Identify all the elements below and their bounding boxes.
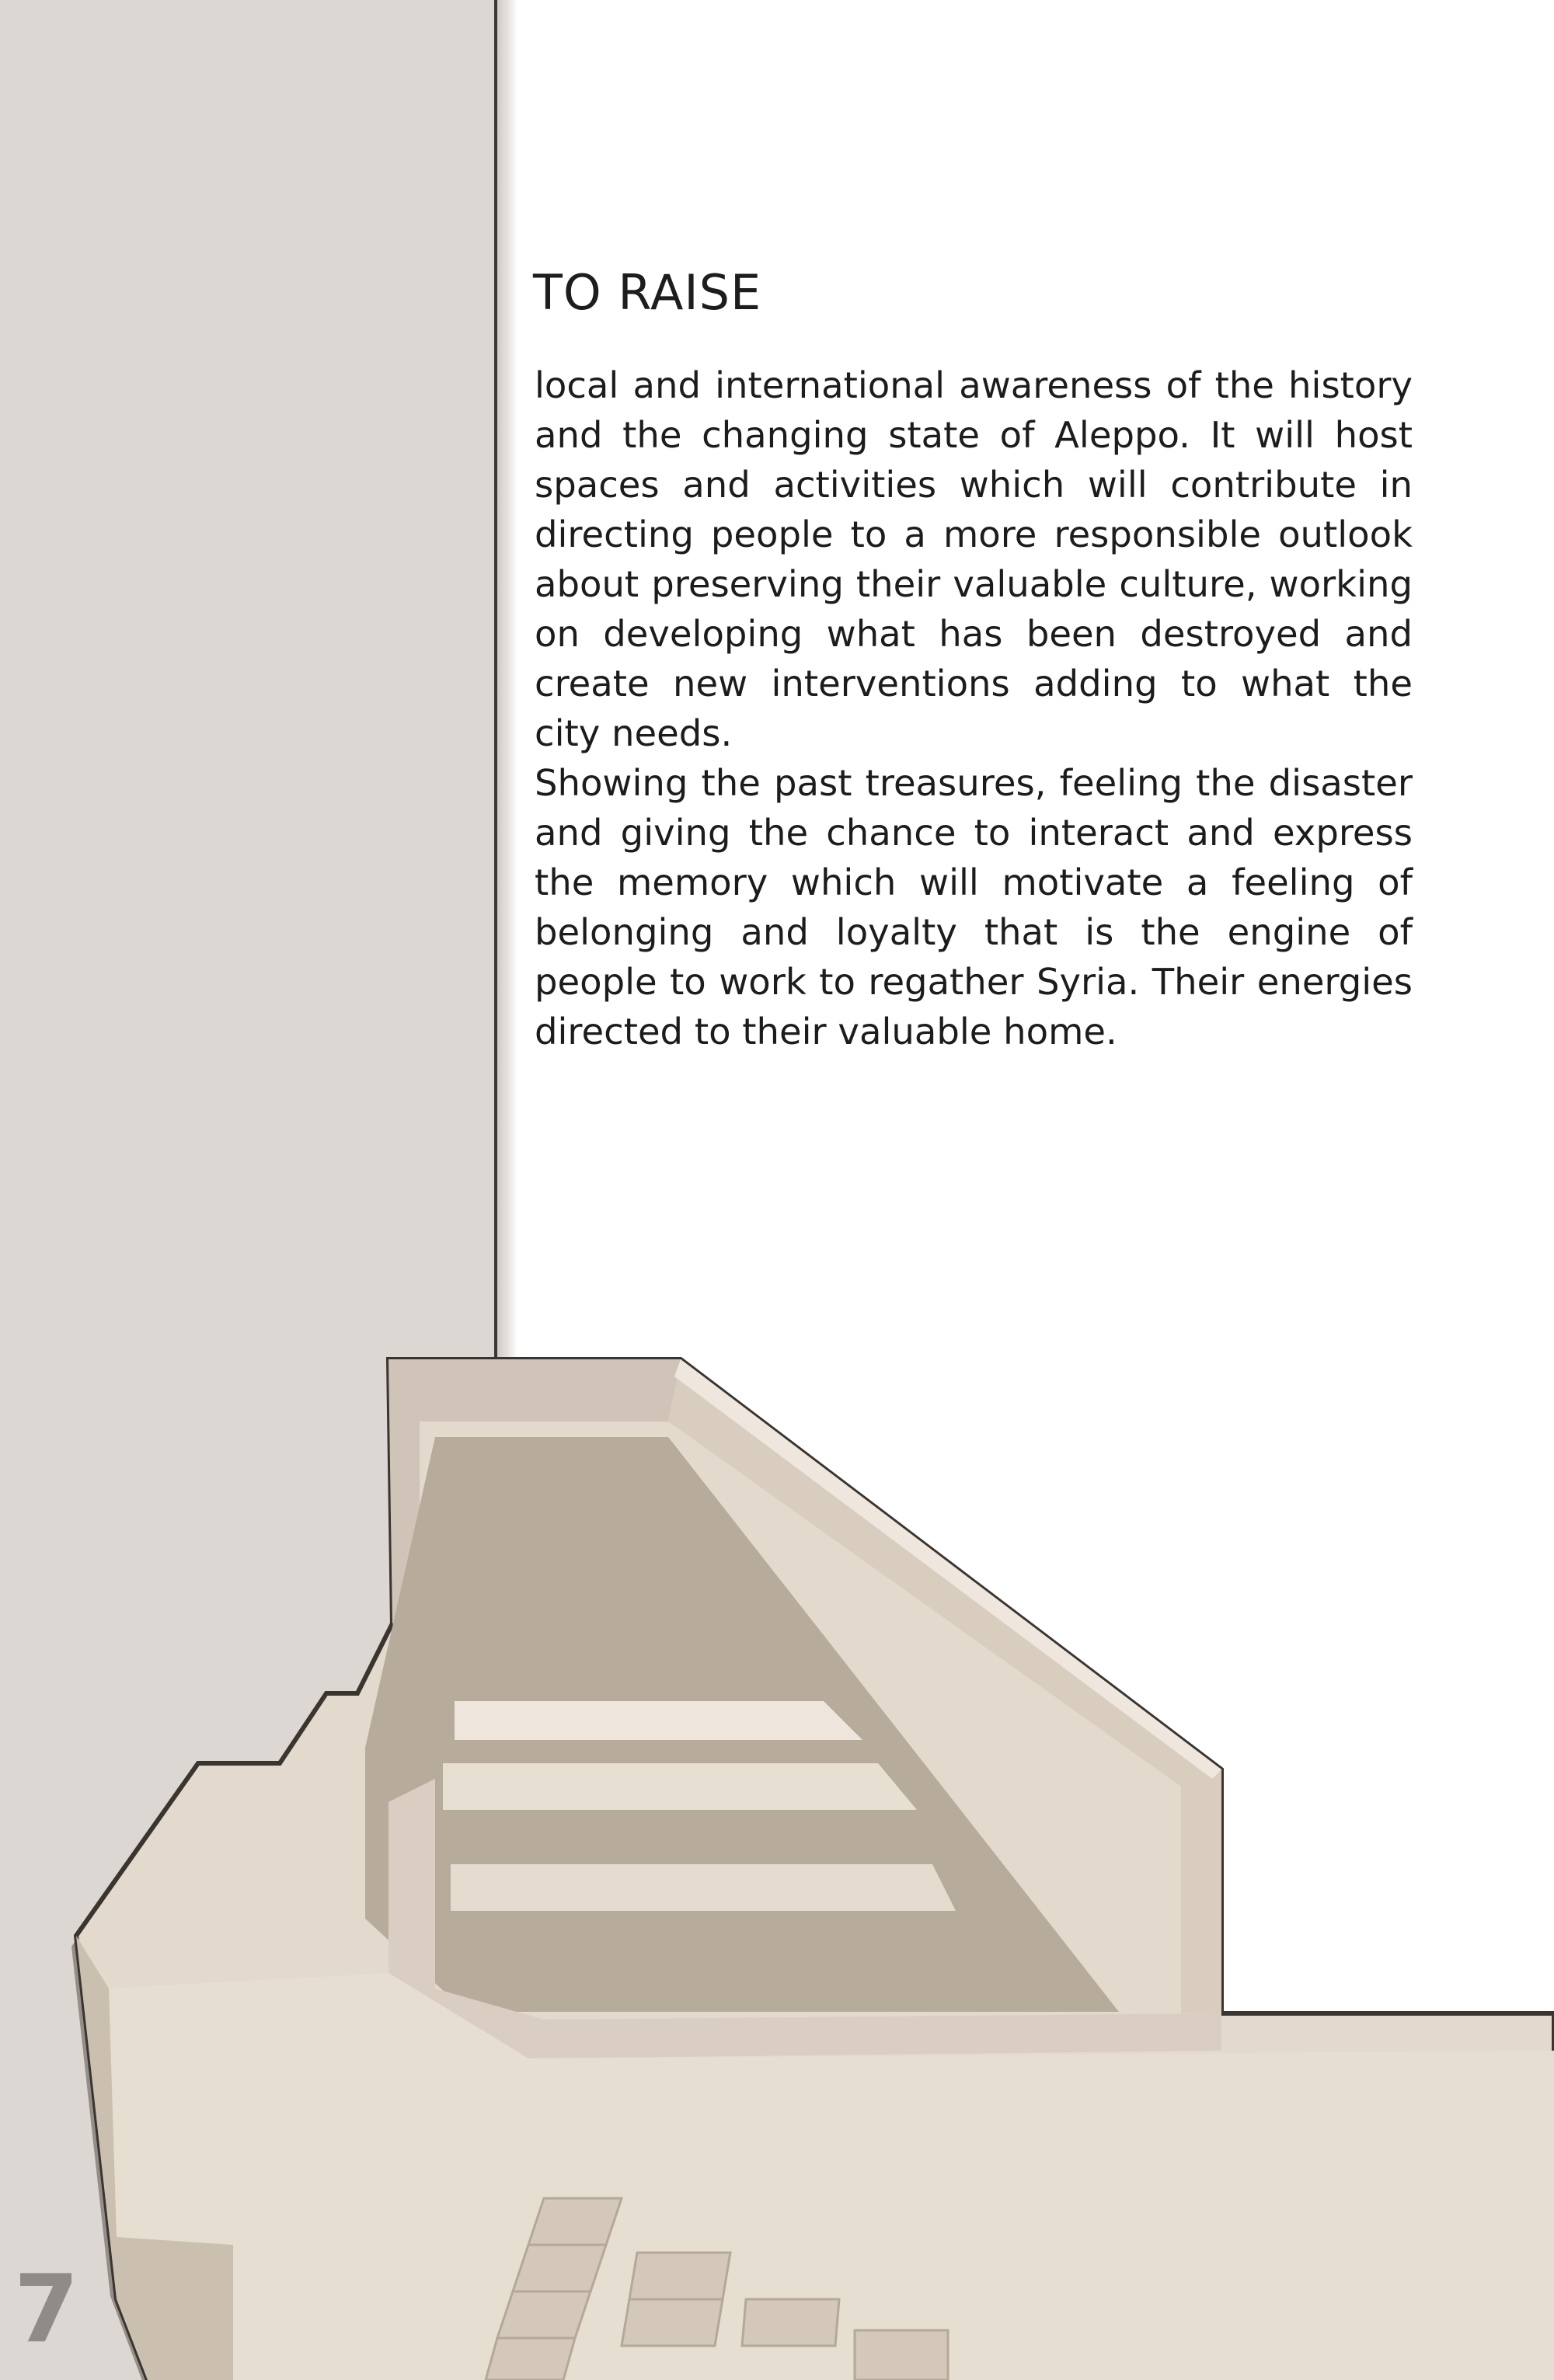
architectural-model-image <box>0 1320 1554 2380</box>
paragraph-1: local and international awareness of the history and the changing state of Aleppo. It will host spaces and activities which will contribute in directing people to a more responsible outlook about preserving their valuable culture, working on developing what has been destroyed and create new interventions adding to what the city needs. <box>535 364 1413 754</box>
model-slab-2 <box>443 1763 917 1810</box>
page-number: 7 <box>14 2256 79 2364</box>
section-heading: TO RAISE <box>533 264 762 321</box>
paragraph-2: Showing the past treasures, feeling the disaster and giving the chance to interact and express the memory which will motivate a feeling of belonging and loyalty that is the engine of people to work to regather Syria. Their energies directed to their valuable home. <box>535 762 1413 1053</box>
model-slab-3 <box>451 1864 956 1911</box>
panel-edge-shadow <box>494 0 517 1367</box>
body-text <box>535 360 1413 1056</box>
model-slab-1 <box>455 1701 862 1740</box>
